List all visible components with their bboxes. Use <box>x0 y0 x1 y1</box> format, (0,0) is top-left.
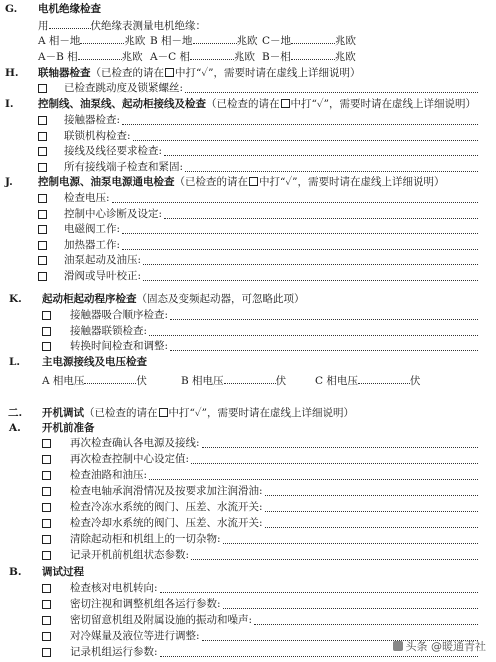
voltage-reading <box>181 373 286 388</box>
reading-label: A－B 相 <box>38 51 78 63</box>
section-number-2: 二. <box>8 407 23 419</box>
checkbox[interactable] <box>42 327 51 336</box>
checkbox[interactable] <box>42 632 51 641</box>
section-letter-h: H. <box>5 67 19 79</box>
voltage-unit: 伏 <box>136 375 147 387</box>
checkbox[interactable] <box>38 163 47 172</box>
item-label: 联锁机构检查: <box>64 129 131 142</box>
watermark <box>390 638 487 654</box>
detail-line[interactable] <box>202 447 478 448</box>
item-label: 再次检查确认各电源及接线: <box>70 437 200 449</box>
insulation-reading <box>150 49 255 64</box>
section-heading-i <box>38 98 476 111</box>
detail-line[interactable] <box>143 280 478 281</box>
section-title-2: 开机调试 <box>42 407 84 419</box>
reading-label: B－相 <box>262 51 291 63</box>
checkbox[interactable] <box>42 584 51 593</box>
detail-line[interactable] <box>122 233 478 234</box>
reading-blank[interactable] <box>190 49 234 60</box>
insulation-reading <box>150 33 258 48</box>
item-label: 清除起动柜和机组上的一切杂物: <box>70 533 221 545</box>
checkbox[interactable] <box>38 147 47 156</box>
checkbox-sample <box>159 408 168 417</box>
item-label: 接线及线径要求检查: <box>64 145 163 157</box>
item-label: 密切留意机组及附属设施的振动和噪声: <box>70 614 253 626</box>
reading-unit: 兆欧 <box>335 35 357 47</box>
section-title-a: 开机前准备 <box>42 422 95 434</box>
checkbox[interactable] <box>38 210 47 219</box>
item-label: 对冷媒量及液位等进行调整: <box>70 630 200 642</box>
logo-icon <box>393 641 403 651</box>
insulation-reading <box>262 33 356 48</box>
item-label: 转换时间检查和调整: <box>70 340 169 352</box>
section-letter-j: J. <box>5 176 13 188</box>
item-label: 已检查跳动度及锁紧螺丝: <box>64 82 184 94</box>
section-letter-i: I. <box>5 98 14 110</box>
checkbox[interactable] <box>42 600 51 609</box>
item-label: 密切注视和调整机组各运行参数: <box>70 598 221 610</box>
item-label: 所有接线端子检查和紧固: <box>64 160 184 173</box>
item-label: 检查冷冻水系统的阀门、压差、水流开关: <box>70 501 263 513</box>
item-label: 检查核对电机转向: <box>70 582 158 594</box>
section-title-b: 调试过程 <box>42 566 84 578</box>
reading-unit: 兆欧 <box>236 35 258 47</box>
detail-line[interactable] <box>170 350 478 351</box>
section-letter-b: B. <box>9 566 22 578</box>
checkbox[interactable] <box>38 84 47 93</box>
item-label: 接触器吸合顺序检查: <box>70 309 169 321</box>
section-title-j: 控制电源、油泵电源通电检查 <box>38 176 175 188</box>
voltage-unit: 伏 <box>275 375 287 387</box>
section-heading-k <box>42 293 305 306</box>
note: （固态及变频起动器，可忽略此项） <box>136 293 305 305</box>
section-title-i: 控制线、油泵线、起动柜接线及检查 <box>38 98 206 110</box>
insulation-reading <box>262 49 356 64</box>
voltage-blank[interactable] <box>84 373 136 384</box>
voltage-reading <box>315 373 420 388</box>
checkbox-sample <box>281 99 290 108</box>
section-heading-h <box>38 67 361 80</box>
reading-blank[interactable] <box>291 49 335 60</box>
reading-blank[interactable] <box>291 33 335 44</box>
voltage-unit: 伏 <box>409 375 421 387</box>
checkbox[interactable] <box>42 616 51 625</box>
section-heading-j <box>38 176 445 189</box>
voltage-label: C 相电压 <box>315 375 358 387</box>
detail-line[interactable] <box>185 171 478 172</box>
checkbox-sample <box>249 177 258 186</box>
checkbox[interactable] <box>38 225 47 234</box>
note-b: 中打“✓”，需要时请在虚线上详细说明） <box>290 98 477 110</box>
item-label: 检查电压: <box>64 192 110 204</box>
reading-blank[interactable] <box>78 49 122 60</box>
item-label: 检查油路和油压: <box>70 469 148 481</box>
section-letter-g: G. <box>5 3 18 15</box>
section-title-h: 联轴器检查 <box>38 67 91 79</box>
detail-line[interactable] <box>149 335 478 336</box>
detail-line[interactable] <box>223 608 478 609</box>
checkbox[interactable] <box>42 439 51 448</box>
detail-line[interactable] <box>265 511 478 512</box>
checkbox[interactable] <box>42 551 51 560</box>
note-a: （已检查的请在 <box>84 407 158 419</box>
checkbox[interactable] <box>38 116 47 125</box>
detail-line[interactable] <box>164 155 478 156</box>
voltage-label: B 相电压 <box>181 375 224 387</box>
section-letter-k: K. <box>9 293 22 305</box>
item-label: 再次检查控制中心设定值: <box>70 453 190 465</box>
detail-line[interactable] <box>160 656 478 657</box>
item-label: 检查冷却水系统的阀门、压差、水流开关: <box>70 517 263 529</box>
note-b: 中打“✓”，需要时请在虚线上详细说明） <box>259 176 445 188</box>
item-label: 电磁阀工作: <box>64 223 121 235</box>
detail-line[interactable] <box>254 624 478 625</box>
item-label: 接触器联锁检查: <box>70 324 148 337</box>
reading-unit: 兆欧 <box>124 35 146 47</box>
reading-label: B 相－地 <box>150 35 193 47</box>
detail-line[interactable] <box>191 463 478 464</box>
detail-line[interactable] <box>133 140 478 141</box>
voltage-label: A 相电压 <box>42 375 85 387</box>
detail-line[interactable] <box>149 479 478 480</box>
note-a: （已检查的请在 <box>90 67 164 79</box>
item-label: 记录机组运行参数: <box>70 646 158 658</box>
item-label: 检查电轴承润滑情况及按要求加注润滑油: <box>70 485 263 497</box>
voltage-blank[interactable] <box>224 373 276 384</box>
detail-line[interactable] <box>160 592 478 593</box>
checkbox[interactable] <box>42 503 51 512</box>
reading-label: A 相－地 <box>38 35 81 47</box>
checkbox[interactable] <box>38 194 47 203</box>
section-title-g: 电机绝缘检查 <box>38 3 101 15</box>
reading-label: A－C 相 <box>150 51 190 63</box>
detail-line[interactable] <box>143 264 478 265</box>
item-label: 记录开机前机组状态参数: <box>70 549 190 561</box>
checkbox[interactable] <box>38 256 47 265</box>
reading-unit: 兆欧 <box>121 51 143 63</box>
section-letter-l: L. <box>9 356 21 368</box>
checkbox[interactable] <box>42 471 51 480</box>
detail-line[interactable] <box>112 202 478 203</box>
megger-voltage-blank[interactable] <box>49 18 91 29</box>
detail-line[interactable] <box>265 527 478 528</box>
detail-line[interactable] <box>122 124 478 125</box>
checkbox[interactable] <box>42 455 51 464</box>
insulation-reading <box>38 33 145 48</box>
checkbox[interactable] <box>42 342 51 351</box>
detail-line[interactable] <box>191 559 478 560</box>
detail-line[interactable] <box>265 495 478 496</box>
reading-blank[interactable] <box>193 33 237 44</box>
checkbox[interactable] <box>38 272 47 281</box>
checkbox[interactable] <box>42 311 51 320</box>
detail-line[interactable] <box>164 218 478 219</box>
note-b: 中打“✓”，需要时请在虚线上详细说明） <box>175 67 361 79</box>
checkbox-sample <box>165 68 174 77</box>
megger-prefix: 用 <box>38 20 49 32</box>
checkbox[interactable] <box>42 535 51 544</box>
checkbox[interactable] <box>42 519 51 528</box>
checkbox[interactable] <box>38 132 47 141</box>
checkbox[interactable] <box>38 241 47 250</box>
section-title-k: 起动柜起动程序检查 <box>42 293 137 305</box>
insulation-reading <box>38 49 143 64</box>
checkbox[interactable] <box>42 648 51 657</box>
watermark-text: 头条 @暖通青社 <box>405 640 486 653</box>
note-a: （已检查的请在 <box>206 98 280 110</box>
voltage-blank[interactable] <box>358 373 410 384</box>
detail-line[interactable] <box>170 319 478 320</box>
reading-unit: 兆欧 <box>233 51 255 63</box>
item-label: 加热器工作: <box>64 238 121 251</box>
item-label: 滑阀或导叶校正: <box>64 269 142 282</box>
detail-line[interactable] <box>185 92 478 93</box>
item-label: 控制中心诊断及设定: <box>64 207 163 220</box>
reading-blank[interactable] <box>80 33 124 44</box>
item-label: 接触器检查: <box>64 114 121 126</box>
megger-suffix: 伏绝缘表测量电机绝缘： <box>90 20 206 32</box>
voltage-reading <box>42 373 147 388</box>
note-a: （已检查的请在 <box>174 176 248 188</box>
detail-line[interactable] <box>223 543 478 544</box>
note-b: 中打“✓”，需要时请在虚线上详细说明） <box>168 407 355 419</box>
item-label: 油泵起动及油压: <box>64 254 142 266</box>
section-letter-a: A. <box>9 422 21 434</box>
megger-voltage-line <box>38 18 206 33</box>
detail-line[interactable] <box>122 249 478 250</box>
checkbox[interactable] <box>42 487 51 496</box>
reading-label: C－地 <box>262 35 292 47</box>
section-title-l: 主电源接线及电压检查 <box>42 356 147 368</box>
reading-unit: 兆欧 <box>334 51 356 63</box>
section-heading-2 <box>42 407 354 420</box>
